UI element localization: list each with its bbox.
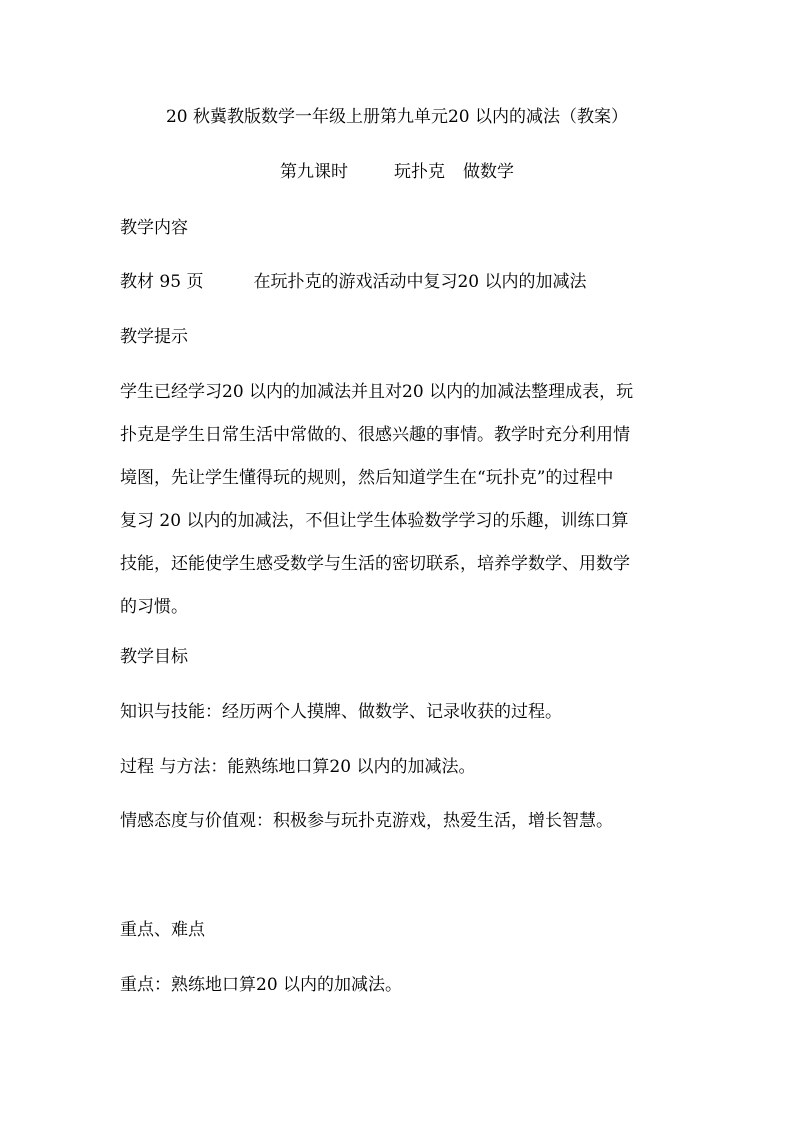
- hint-line-4: 复习 20 以内的加减法，不但让学生体验数学学习的乐趣，训练口算: [120, 511, 629, 531]
- goal-process: 过程 与方法：能熟练地口算20 以内的加减法。: [120, 757, 476, 777]
- hint-line-6: 的习惯。: [120, 597, 188, 617]
- document-title: 20 秋冀教版数学一年级上册第九单元20 以内的减法（教案）: [165, 107, 629, 127]
- goal-knowledge: 知识与技能：经历两个人摸牌、做数学、记录收获的过程。: [120, 702, 562, 722]
- hint-line-5: 技能，还能使学生感受数学与生活的密切联系，培养学数学、用数学: [120, 554, 630, 574]
- lesson-subtitle: [0, 162, 794, 182]
- teaching-content-text: 在玩扑克的游戏活动中复习20 以内的加减法: [253, 272, 587, 292]
- heading-teaching-hint: 教学提示: [120, 327, 188, 347]
- goal-emotion: 情感态度与价值观：积极参与玩扑克游戏，热爱生活，增长智慧。: [120, 811, 613, 831]
- hint-line-1: 学生已经学习20 以内的加减法并且对20 以内的加减法整理成表，玩: [120, 382, 634, 402]
- heading-teaching-content: 教学内容: [120, 218, 188, 238]
- key-point-text: 重点：熟练地口算20 以内的加减法。: [120, 975, 403, 995]
- lesson-number: 第九课时: [280, 162, 348, 182]
- lesson-topic-1: 玩扑克: [394, 162, 445, 182]
- textbook-page-ref: 教材 95 页: [120, 272, 204, 292]
- lesson-topic-2: 做数学: [463, 162, 514, 182]
- heading-key-points: 重点、难点: [120, 920, 205, 940]
- hint-line-2: 扑克是学生日常生活中常做的、很感兴趣的事情。教学时充分利用情: [120, 425, 630, 445]
- teaching-content-line: [120, 272, 587, 292]
- heading-teaching-goals: 教学目标: [120, 647, 188, 667]
- hint-line-3: 境图，先让学生懂得玩的规则，然后知道学生在“玩扑克”的过程中: [120, 468, 614, 488]
